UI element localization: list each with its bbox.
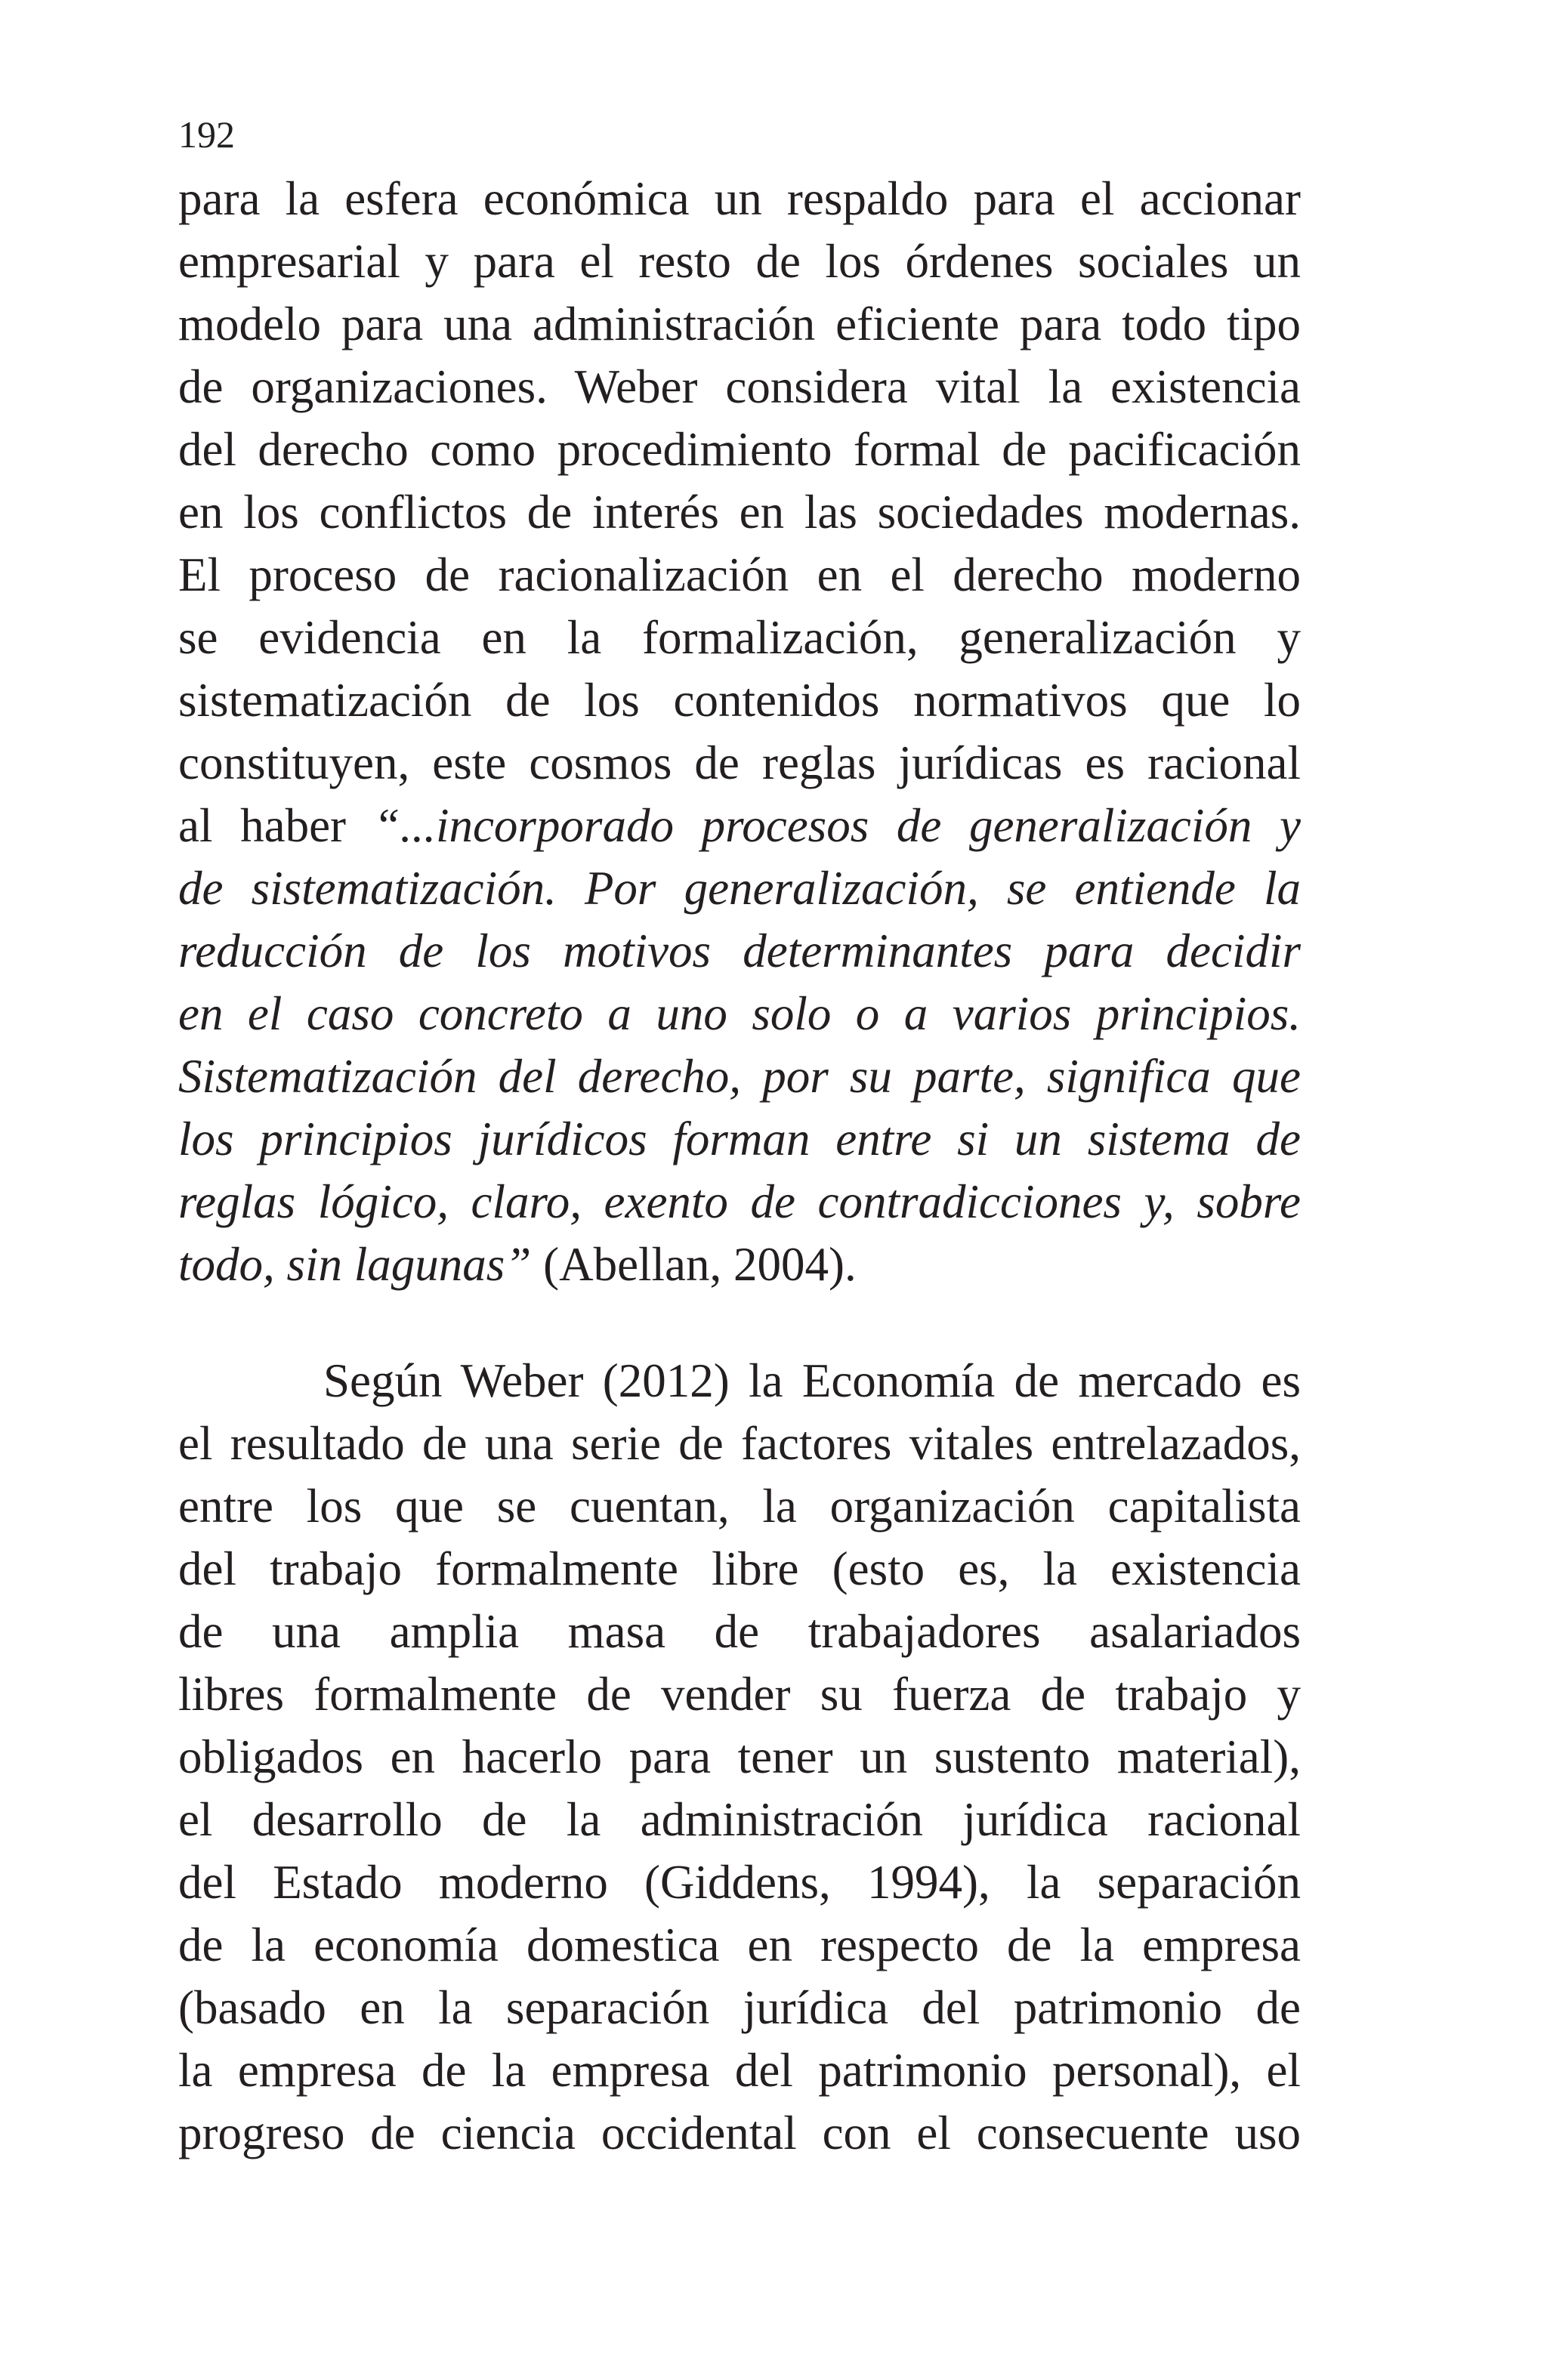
quote-line: reglas lógico, claro, exento de contradicciones y, sobre <box>178 1175 1301 1228</box>
text-line: empresarial y para el resto de los órdenes sociales un <box>178 235 1301 288</box>
paragraph-1 <box>178 168 1301 1296</box>
text-line: modelo para una administración eficiente para todo tipo <box>178 298 1301 350</box>
text-line: el desarrollo de la administración jurídica racional <box>178 1793 1301 1846</box>
first-line-text: Según Weber (2012) la Economía de mercado es <box>323 1354 1301 1407</box>
text-line: del Estado moderno (Giddens, 1994), la separación <box>178 1856 1301 1909</box>
text-line: sistematización de los contenidos normativos que lo <box>178 674 1301 727</box>
page-number: 192 <box>178 113 235 156</box>
text-line: del trabajo formalmente libre (esto es, la existencia <box>178 1542 1301 1595</box>
quote-text: “...incorporado procesos de generalización y <box>373 799 1301 852</box>
quote-line: los principios jurídicos forman entre si un sistema de <box>178 1113 1301 1165</box>
text-line: (basado en la separación jurídica del patrimonio de <box>178 1981 1301 2034</box>
text-line: para la esfera económica un respaldo para el accionar <box>178 172 1301 225</box>
text-line: de la economía domestica en respecto de la empresa <box>178 1919 1301 1971</box>
text-line: libres formalmente de vender su fuerza de trabajo y <box>178 1668 1301 1721</box>
citation-text: (Abellan, 2004). <box>531 1238 857 1291</box>
text-line: en los conflictos de interés en las sociedades modernas. <box>178 486 1301 539</box>
quote-line: reducción de los motivos determinantes para decidir <box>178 925 1301 977</box>
text-line: la empresa de la empresa del patrimonio personal), el <box>178 2044 1301 2097</box>
text-line-first <box>178 1350 1301 1412</box>
text-line: de una amplia masa de trabajadores asalariados <box>178 1605 1301 1658</box>
text-line: constituyen, este cosmos de reglas jurídicas es racional <box>178 736 1301 789</box>
text-line: progreso de ciencia occidental con el consecuente uso <box>178 2107 1301 2159</box>
text-line: del derecho como procedimiento formal de pacificación <box>178 423 1301 476</box>
quote-line: en el caso concreto a uno solo o a varios principios. <box>178 987 1301 1040</box>
text-line: El proceso de racionalización en el derecho moderno <box>178 548 1301 601</box>
text-line: obligados en hacerlo para tener un sustento material), <box>178 1730 1301 1783</box>
paragraph-2 <box>178 1350 1301 2165</box>
quote-line: Sistematización del derecho, por su parte, significa que <box>178 1050 1301 1103</box>
text-line-quote-start <box>178 795 1301 857</box>
quote-line: de sistematización. Por generalización, se entiende la <box>178 862 1301 915</box>
plain-text: al haber <box>178 799 374 852</box>
text-line: entre los que se cuentan, la organización capitalista <box>178 1480 1301 1533</box>
text-line: se evidencia en la formalización, generalización y <box>178 611 1301 664</box>
text-line-citation <box>178 1233 1301 1296</box>
text-line: de organizaciones. Weber considera vital la existencia <box>178 360 1301 413</box>
quote-text: todo, sin lagunas” <box>178 1238 532 1291</box>
text-line: el resultado de una serie de factores vitales entrelazados, <box>178 1417 1301 1470</box>
